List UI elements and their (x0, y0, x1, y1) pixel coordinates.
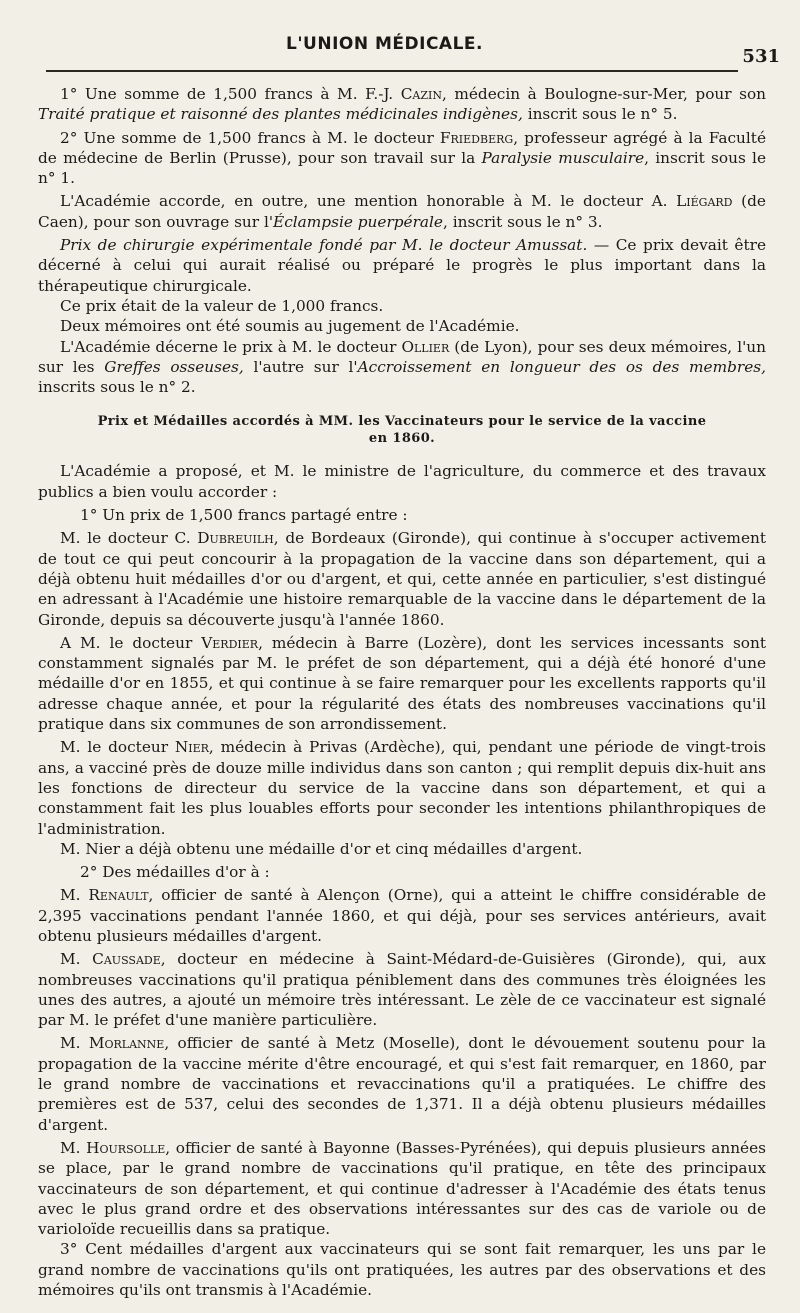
person-name: Friedberg (439, 128, 514, 147)
header-rule (46, 70, 738, 72)
paragraph-ministry: L'Académie a proposé, et M. le ministre de l'agriculture, du commerce et des travaux publics a bien voulu accorder : (38, 462, 766, 501)
paragraph-prize-value: Ce prix était de la valeur de 1,000 francs. (60, 296, 384, 315)
person-name: Renault (88, 886, 149, 905)
person-name: Ollier (401, 337, 450, 356)
work-title: Accroissement en longueur des os des membres, (357, 357, 766, 376)
paragraph-verdier: A M. le docteur Verdier, médecin à Barre (Lozère), dont les services incessants sont constamment signalés par M. le préfet de son département, qui a déjà été honoré d'une médaille d'or en 1855, et qui continue à se faire remarquer pour les excellents rapports qu'il adresse chaque année, et pour la régularité des états des nombreuses vaccinations qu'il pratique dans six communes de son arrondissement. (38, 633, 767, 734)
work-title: Greffes osseuses, (104, 357, 244, 376)
work-title: Paralysie musculaire (481, 148, 645, 167)
paragraph-liegard: L'Académie accorde, en outre, une mention honorable à M. le docteur A. Liégard (de Caen), pour son ouvrage sur l'Éclampsie puerpérale, inscrit sous le n° 3. (38, 192, 766, 231)
paragraph-ollier: L'Académie décerne le prix à M. le docteur Ollier (de Lyon), pour ses deux mémoires, l'un sur les Greffes osseuses, l'autre sur l'Accroissement en longueur des os des membres, inscrits sous le n° 2. (38, 337, 766, 397)
paragraph-memoirs: Deux mémoires ont été soumis au jugement de l'Académie. (60, 317, 520, 336)
person-name: Hoursolle (86, 1138, 166, 1157)
paragraph-caussade: M. Caussade, docteur en médecine à Saint-Médard-de-Guisières (Gironde), qui, aux nombreuses vaccinations qu'il pratiqua péniblement dans des communes très éloignées les unes des autres, a ajouté un mémoire très intéressant. Le zèle de ce vaccinateur est signalé par M. le préfet d'une manière particulière. (38, 950, 766, 1030)
page-number: 531 (742, 46, 780, 67)
person-name: Dubreuilh (197, 529, 274, 548)
work-title: Traité pratique et raisonné des plantes médicinales indigènes, (38, 105, 523, 124)
paragraph-silver-medals: 3° Cent médailles d'argent aux vaccinateurs qui se sont fait remarquer, les uns par le grand nombre de vaccinations qu'ils ont pratiquées, les autres par des observations et des mémoires qu'ils ont transmis à l'Académie. (38, 1240, 766, 1300)
person-name: Caussade (92, 950, 161, 969)
page-header (38, 34, 780, 67)
paragraph-cazin: 1° Une somme de 1,500 francs à M. F.-J. Cazin, médecin à Boulogne-sur-Mer, pour son Traité pratique et raisonné des plantes médicinales indigènes, inscrit sous le n° 5. (38, 85, 767, 124)
document-page (38, 0, 780, 1313)
person-name: Nier (174, 738, 209, 757)
paragraph-dubreuilh: M. le docteur C. Dubreuilh, de Bordeaux (Gironde), qui continue à s'occuper activement de tout ce qui peut concourir à la propagation de la vaccine dans son département, qui a déjà obtenu huit médailles d'or ou d'argent, et qui, cette année en particulier, s'est distingué en adressant à l'Académie une histoire remarquable de la vaccine dans le département de la Gironde, depuis sa découverte jusqu'à l'année 1860. (38, 529, 766, 629)
paragraph-amussat-prize: Prix de chirurgie expérimentale fondé par M. le docteur Amussat. — Ce prix devait être décerné à celui qui aurait réalisé ou préparé le progrès le plus important dans la thérapeutique chirurgicale. (38, 236, 766, 295)
person-name: Morlanne (88, 1034, 165, 1053)
paragraph-nier: M. le docteur Nier, médecin à Privas (Ardèche), qui, pendant une période de vingt-trois ans, a vacciné près de douze mille individus dans son canton ; qui remplit depuis dix-huit ans les fonctions de directeur du service de la vaccine dans son département, et qui a constamment fait les plus louables efforts pour seconder les intentions philanthropiques de l'administration. (38, 738, 766, 838)
paragraph-friedberg: 2° Une somme de 1,500 francs à M. le docteur Friedberg, professeur agrégé à la Faculté de médecine de Berlin (Prusse), pour son travail sur la Paralysie musculaire, inscrit sous le n° 1. (38, 128, 766, 188)
paragraph-hoursolle: M. Hoursolle, officier de santé à Bayonne (Basses-Pyrénées), qui depuis plusieurs années se place, par le grand nombre de vaccinations qu'il pratique, en tête des principaux vaccinateurs de son département, et qui continue d'adresser à l'Académie des états tenus avec le plus grand ordre et des observations intéressantes sur des cas de variole ou de varioloïde recueillis dans sa pratique. (38, 1138, 767, 1239)
paragraph-first-prize: 1° Un prix de 1,500 francs partagé entre : (80, 506, 408, 525)
work-title: Éclampsie puerpérale (273, 212, 443, 231)
person-name: Liégard (676, 192, 733, 211)
running-head: L'UNION MÉDICALE. (286, 34, 483, 54)
person-name: Verdier (201, 633, 259, 652)
paragraph-nier-medals: M. Nier a déjà obtenu une médaille d'or et cinq médailles d'argent. (60, 839, 583, 858)
paragraph-renault: M. Renault, officier de santé à Alençon (Orne), qui a atteint le chiffre considérable de 2,395 vaccinations pendant l'année 1860, et qui déjà, pour ses services antérieurs, avait obtenu plusieurs médailles d'argent. (38, 886, 767, 945)
person-name: Cazin (400, 85, 442, 103)
paragraph-morlanne: M. Morlanne, officier de santé à Metz (Moselle), dont le dévouement soutenu pour la propagation de la vaccine mérite d'être encouragé, et qui s'est fait remarquer, en 1860, par le grand nombre de vaccinations et revaccinations qu'il a pratiquées. Le chiffre des premières est de 537, celui des secondes de 1,371. Il a déjà obtenu plusieurs médailles d'argent. (38, 1034, 766, 1134)
paragraph-gold-medals: 2° Des médailles d'or à : (80, 863, 270, 882)
page-body (38, 84, 766, 1300)
section-heading: Prix et Médailles accordés à MM. les Vaccinateurs pour le service de la vaccine en 1860. (97, 414, 707, 447)
prize-title: Prix de chirurgie expérimentale fondé par M. le docteur Amussat. (60, 236, 588, 255)
